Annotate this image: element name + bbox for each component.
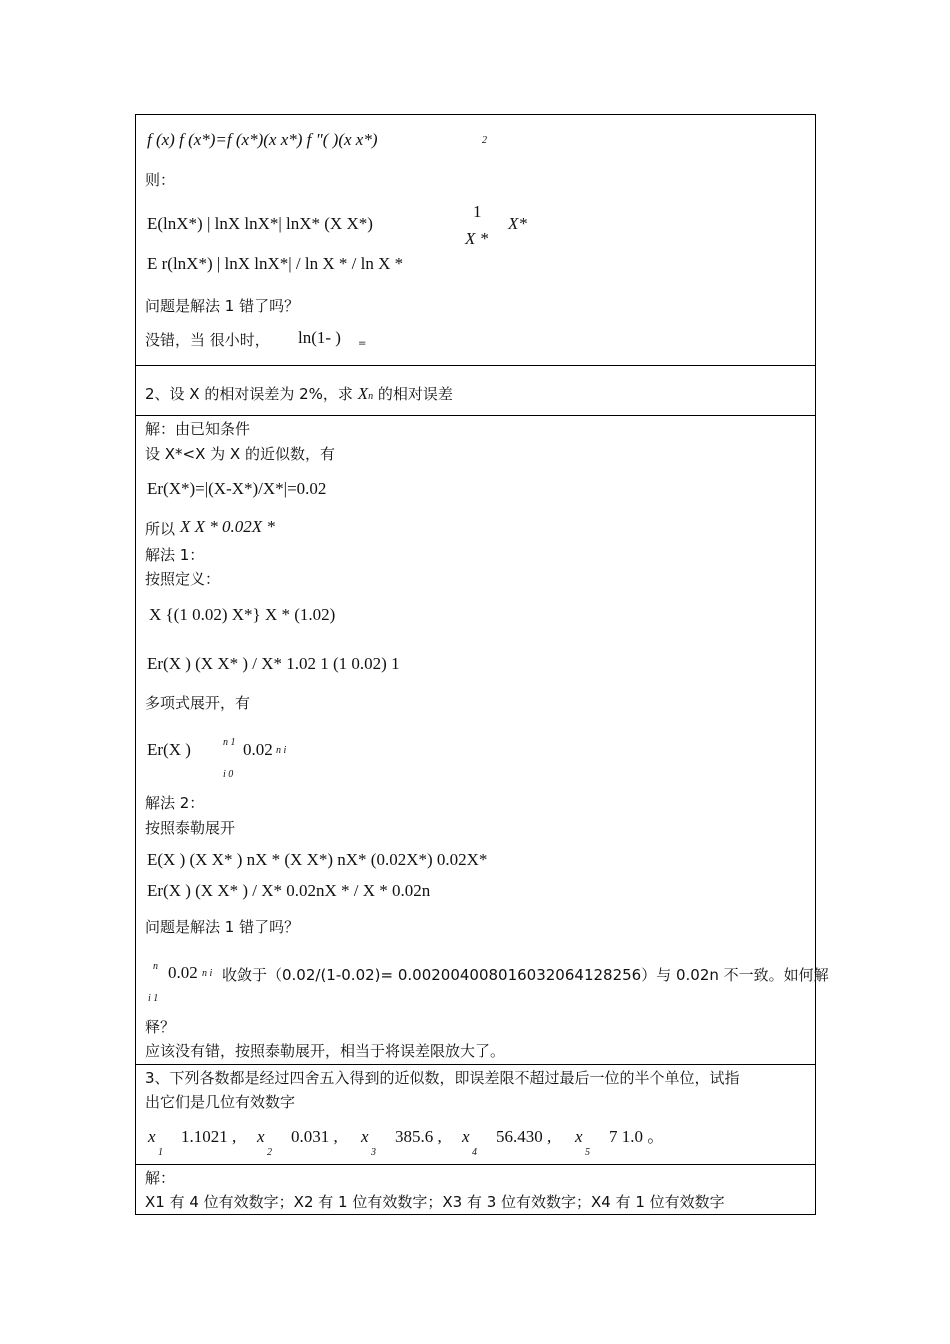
row-divider bbox=[136, 365, 815, 366]
xn-formula: X {(1 0.02) X*} X * (1.02) bbox=[149, 605, 336, 624]
value-label: x bbox=[361, 1127, 369, 1146]
value-label: x bbox=[575, 1127, 583, 1146]
value-subscript: 5 bbox=[585, 1147, 590, 1158]
absolute-error-formula: E(lnX*) | lnX lnX*| lnX* (X X*) bbox=[147, 214, 373, 233]
sum-exponent: n i bbox=[276, 745, 287, 756]
value-label: x bbox=[257, 1127, 265, 1146]
value-subscript: 1 bbox=[158, 1147, 163, 1158]
then-label: 则： bbox=[145, 171, 176, 189]
conclusion-text: 应该没有错，按照泰勒展开，相当于将误差限放大了。 bbox=[145, 1042, 506, 1060]
question-text-2: 问题是解法 1 错了吗？ bbox=[145, 918, 300, 936]
sum-lower-limit: i 0 bbox=[223, 769, 234, 780]
solution-label-3: 解： bbox=[145, 1169, 176, 1187]
relative-error-formula: E r(lnX*) | lnX lnX*| / ln X * / ln X * bbox=[147, 254, 404, 273]
row-divider bbox=[136, 415, 815, 416]
problem-3-line-2: 出它们是几位有效数字 bbox=[145, 1093, 296, 1111]
answer-math: ln(1- ) bbox=[298, 328, 341, 347]
taylor-absolute-error: E(X ) (X X* ) nX * (X X*) nX* (0.02X*) 0.02X* bbox=[147, 850, 488, 869]
question-text: 问题是解法 1 错了吗？ bbox=[145, 297, 300, 315]
absolute-error-tail: X* bbox=[508, 214, 527, 233]
taylor-expansion-label: 按照泰勒展开 bbox=[145, 819, 236, 837]
series-upper-limit: n bbox=[153, 961, 158, 972]
method-1-label: 解法 1： bbox=[145, 546, 205, 564]
answer-text: 没错，当 很小时， bbox=[145, 331, 270, 349]
by-definition-label: 按照定义： bbox=[145, 570, 221, 588]
value-subscript: 2 bbox=[267, 1147, 272, 1158]
method-2-label: 解法 2： bbox=[145, 794, 205, 812]
series-exponent: n i bbox=[202, 968, 213, 979]
value-label: x bbox=[148, 1127, 156, 1146]
sum-body: 0.02 bbox=[243, 740, 273, 759]
value-subscript: 4 bbox=[472, 1147, 477, 1158]
value-number: 7 1.0 。 bbox=[609, 1127, 665, 1146]
row-divider bbox=[136, 1064, 815, 1065]
value-number: 0.031 , bbox=[291, 1127, 338, 1146]
value-number: 56.430 , bbox=[496, 1127, 552, 1146]
value-label: x bbox=[462, 1127, 470, 1146]
problem-3-line-1: 3、下列各数都是经过四舍五入得到的近似数，即误差限不超过最后一位的半个单位，试指 bbox=[145, 1069, 740, 1087]
value-number: 1.1021 , bbox=[181, 1127, 237, 1146]
problem-2-heading: 2、设 X 的相对误差为 2%，求 Xn 的相对误差 bbox=[145, 384, 453, 403]
polynomial-expansion-label: 多项式展开，有 bbox=[145, 694, 251, 712]
explain-text: 释？ bbox=[145, 1018, 176, 1036]
significant-digits-result: X1 有 4 位有效数字；X2 有 1 位有效数字；X3 有 3 位有效数字；X4 有 1 位有效数字 bbox=[145, 1193, 725, 1211]
relative-error-definition: Er(X*)=|(X-X*)/X*|=0.02 bbox=[147, 479, 327, 498]
sum-upper-limit: n 1 bbox=[223, 737, 236, 748]
taylor-formula: f (x) f (x*)=f (x*)(x x*) f "( )(x x*) bbox=[147, 130, 378, 149]
er-xn-formula: Er(X ) (X X* ) / X* 1.02 1 (1 0.02) 1 bbox=[147, 654, 400, 673]
fraction-denominator: X * bbox=[465, 229, 489, 248]
value-number: 385.6 , bbox=[395, 1127, 442, 1146]
series-body: 0.02 bbox=[168, 963, 198, 982]
row-divider bbox=[136, 1164, 815, 1165]
therefore-label: 所以 bbox=[145, 520, 176, 538]
answer-equals: = bbox=[358, 338, 367, 349]
convergence-text: 收敛于（0.02/(1-0.02)= 0.0020040080160320641282​56）与 0.02n 不一致。如何解 bbox=[222, 966, 829, 984]
taylor-formula-exponent: 2 bbox=[482, 135, 487, 146]
sum-lhs: Er(X ) bbox=[147, 740, 191, 759]
therefore-formula: X X * 0.02X * bbox=[180, 517, 275, 536]
assumption-text: 设 X*<X 为 X 的近似数，有 bbox=[145, 445, 335, 463]
value-subscript: 3 bbox=[371, 1147, 376, 1158]
series-lower-limit: i 1 bbox=[148, 993, 159, 1004]
solution-label: 解：由已知条件 bbox=[145, 420, 251, 438]
fraction-numerator: 1 bbox=[473, 202, 482, 221]
taylor-relative-error: Er(X ) (X X* ) / X* 0.02nX * / X * 0.02n bbox=[147, 881, 431, 900]
